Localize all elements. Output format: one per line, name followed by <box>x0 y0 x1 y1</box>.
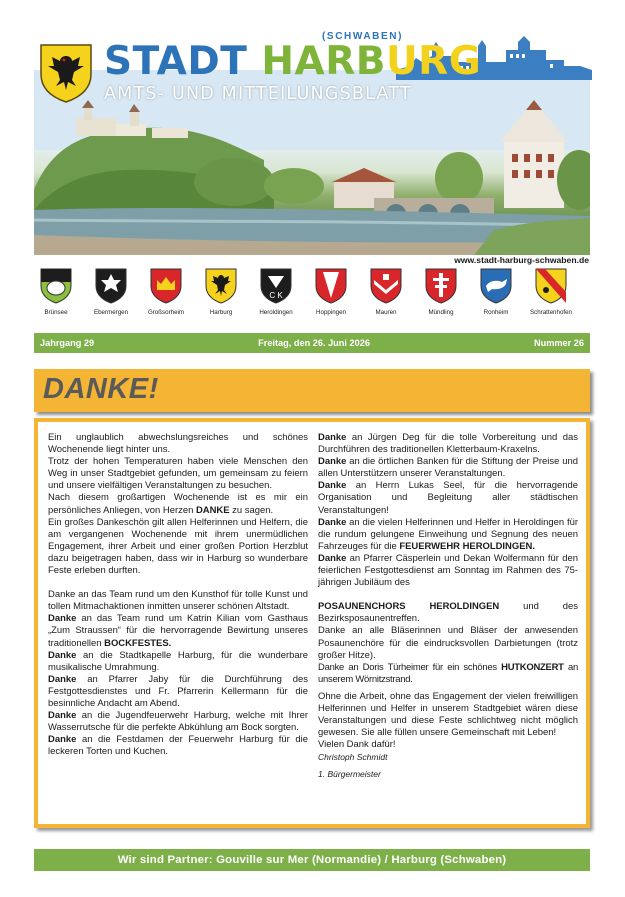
bold-text: Danke <box>48 649 77 661</box>
district-hoppingen <box>303 268 359 316</box>
bold-text: Danke <box>48 673 77 685</box>
issue-date: Freitag, den 26. Juni 2026 <box>258 338 370 348</box>
district-label: Schrattenhofen <box>530 309 572 316</box>
paragraph <box>318 553 578 589</box>
bold-text: Danke <box>318 552 347 564</box>
district-label: Mündling <box>428 309 454 316</box>
district-label: Hoppingen <box>316 309 346 316</box>
mauren-crest-icon <box>370 268 402 304</box>
grosssorheim-crest-icon <box>150 268 182 304</box>
region-label: (SCHWABEN) <box>322 31 403 42</box>
issue-number: Nummer 26 <box>533 338 584 348</box>
district-muendling <box>413 268 469 316</box>
muendling-crest-icon <box>425 268 457 304</box>
text-run: an die vielen Helferinnen und Helfer in Heroldingen für die rundum gelungene Einweihung und Segnung des neuen Fahrzeuges für die <box>318 516 578 552</box>
district-brunsee <box>28 268 84 316</box>
district-label: Heroldingen <box>259 309 293 316</box>
paragraph: Trotz der hohen Temperaturen haben viele Menschen den Weg in unser Stadtgebiet gefunden, um gemeinsam zu feiern und unsere vielfältigen Veranstaltungen zu besuchen. <box>48 456 308 492</box>
ebermergen-crest-icon <box>95 268 127 304</box>
title-part-harb: HARB <box>261 39 386 84</box>
harburg-coat-of-arms-icon <box>38 42 94 104</box>
bold-text: DANKE <box>195 504 230 516</box>
district-crests-row <box>28 268 600 330</box>
text-run: an Pfarrer Cäsperlein und Dekan Wolfermann für den feierlichen Festgottesdienst am Sonntag im Rahmen des 75-jährigen Jubiläum des <box>318 552 578 589</box>
district-label: Mauren <box>375 309 397 316</box>
district-label: Ronheim <box>483 309 509 316</box>
district-mauren <box>358 268 414 316</box>
bold-text: FEUERWEHR HEROLDINGEN. <box>399 540 535 552</box>
paragraph: Ohne die Arbeit, ohne das Engagement der vielen freiwilligen Helferinnen und Helfer in unserem Stadtgebiet wären diese Veranstaltungen und diese Feste schlichtweg nicht möglich gewesen. Sie alle füllen unsere Gemeinschaft mit Leben! <box>318 690 578 739</box>
text-run: an die örtlichen Banken für die Stiftung der Preise und allen Unterstützern unserer Veranstaltungen. <box>318 456 578 480</box>
paragraph <box>318 432 578 456</box>
website-link[interactable]: www.stadt-harburg-schwaben.de <box>454 255 589 265</box>
paragraph: Danke an das Team rund um den Kunsthof für tolle Kunst und tollen Mitmachaktionen inmitten unserer schönen Altstadt. <box>48 589 308 613</box>
paragraph: Danke an alle Bläserinnen und Bläser der anwesenden Posaunenchöre für die eindrucksvollen Darbietungen (trotz großer Hitze). <box>318 625 578 661</box>
title-part-stadt: STADT <box>104 39 262 84</box>
paragraph: Vielen Dank dafür! <box>318 739 396 751</box>
text-run: an Pfarrer Jaby für die Durchführung des Festgottesdienstes und Fr. Pfarrerin Kellermann für die besinnliche Andacht am Abend. <box>48 673 308 709</box>
article-body <box>34 418 590 828</box>
text-run: an Herrn Lukas Seel, für die hervorragende Organisation und Begleitung aller städtischen Veranstaltungen! <box>318 480 578 516</box>
heroldingen-crest-icon <box>260 268 292 304</box>
bold-text: BOCKFESTES. <box>104 637 172 649</box>
district-harburg <box>193 268 249 316</box>
district-ebermergen <box>83 268 139 316</box>
bold-text: Danke <box>318 432 347 443</box>
svg-text:C K: C K <box>269 291 283 300</box>
paragraph <box>318 601 578 625</box>
text-run: und des Bezirksposaunentreffen. <box>318 601 578 625</box>
district-label: Ebermergen <box>93 309 129 316</box>
headline-banner <box>34 369 590 412</box>
paragraph <box>318 456 578 480</box>
text-run: an die Festdamen der Feuerwehr Harburg für die leckeren Torten und Kuchen. <box>48 734 308 758</box>
district-label: Brünsee <box>44 309 68 316</box>
paragraph: Ein großes Dankeschön gilt allen Helferinnen und Helfern, die am vergangenen Wochenende mit ihrem unermüdlichen Engagement, ihrer Arbeit und einer großen Portion Herzblut dazu beigetragen haben, dass wir in Harburg so wunderbare Feste erleben durften. <box>48 516 308 577</box>
hoppingen-crest-icon <box>315 268 347 304</box>
paragraph <box>48 613 308 649</box>
paragraph <box>318 480 578 516</box>
text-run: Nach diesem großartigen Wochenende ist es mir ein persönliches Anliegen, von Herzen <box>48 492 308 516</box>
title-part-urg: URG <box>386 39 482 84</box>
article-headline: DANKE! <box>43 373 159 405</box>
district-label: Harburg <box>209 309 233 316</box>
text-run: an unserem Wörnitzstrand. <box>318 661 578 685</box>
paragraph <box>48 650 308 674</box>
text-run: an die Stadtkapelle Harburg, für die wunderbare musikalische Umrahmung. <box>48 649 308 673</box>
newsletter-subtitle: AMTS- UND MITTEILUNGSBLATT <box>104 84 412 104</box>
article-column-right <box>318 432 578 781</box>
paragraph: Ein unglaublich abwechslungsreiches und schönes Wochenende liegt hinter uns. <box>48 432 308 456</box>
masthead <box>0 0 625 265</box>
bold-text: Danke <box>318 480 347 492</box>
district-label: Großsorheim <box>147 309 185 316</box>
paragraph <box>318 517 578 553</box>
article-column-left <box>48 432 308 758</box>
text-run: an die Jugendfeuerwehr Harburg, welche mit Ihrer Wasserrutsche für die perfekte Abkühlung am Bock sorgten. <box>48 710 308 734</box>
paragraph <box>48 492 308 516</box>
district-heroldingen <box>248 268 304 316</box>
bold-text: Danke <box>318 456 347 468</box>
bold-text: Danke <box>48 613 77 625</box>
signature-name: Christoph Schmidt <box>318 752 388 763</box>
district-ronheim <box>468 268 524 316</box>
harburg-crest-icon <box>205 268 237 304</box>
paragraph <box>318 662 578 686</box>
partner-text: Wir sind Partner: Gouville sur Mer (Normandie) / Harburg (Schwaben) <box>117 854 507 866</box>
issue-info-bar <box>34 333 590 353</box>
text-run: zu sagen. <box>229 504 274 516</box>
bold-text: Danke <box>48 710 77 722</box>
bold-text: Danke <box>48 734 77 746</box>
paragraph <box>48 674 308 710</box>
signature-title: 1. Bürgermeister <box>318 769 381 780</box>
issue-volume: Jahrgang 29 <box>40 338 95 348</box>
bold-text: Danke <box>318 516 347 528</box>
partnership-footer <box>34 849 590 871</box>
bold-text: HUTKONZERT <box>501 661 564 673</box>
text-run: an das Team rund um Katrin Kilian vom Gasthaus „Zum Straussen“ für die hervorragende Bewirtung unseres traditionellen <box>48 613 308 649</box>
schrattenhofen-crest-icon <box>535 268 567 304</box>
district-schrattenhofen <box>523 268 579 316</box>
text-run: Danke an Doris Türheimer für ein schönes <box>318 661 502 673</box>
ronheim-crest-icon <box>480 268 512 304</box>
town-title <box>104 40 481 84</box>
paragraph <box>48 710 308 734</box>
brunsee-crest-icon <box>40 268 72 304</box>
paragraph <box>48 734 308 758</box>
text-run: an Jürgen Deg für die tolle Vorbereitung und das Durchführen des traditionellen Kletterbaum-Kraxelns. <box>318 432 578 456</box>
district-grosssorheim <box>138 268 194 316</box>
bold-text: POSAUNENCHORS HEROLDINGEN <box>318 601 500 613</box>
